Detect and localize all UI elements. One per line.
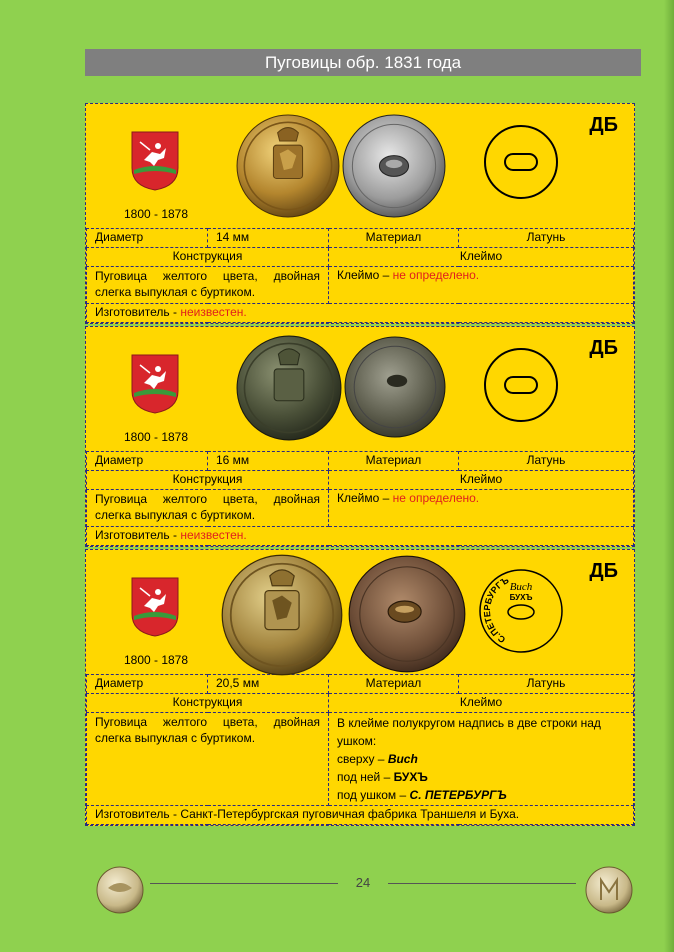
type-badge: ДБ (589, 114, 618, 136)
diameter-label: Диаметр (87, 229, 208, 248)
spec-table (86, 674, 634, 825)
stamp-header: Клеймо (329, 694, 634, 713)
stamp-description (329, 713, 634, 806)
material-value: Латунь (459, 229, 634, 248)
stamp-schematic-icon (478, 568, 564, 654)
button-back-image (348, 554, 466, 674)
construction-header: Конструкция (87, 694, 329, 713)
footer-button-right-icon (585, 866, 633, 914)
stamp-intro: В клейме полукругом надпись в две строки над ушком: (337, 716, 601, 748)
construction-description: Пуговица желтого цвета, двойная слегка выпуклая с буртиком. (87, 490, 329, 527)
button-back-image (342, 114, 446, 218)
diameter-value: 20,5 мм (208, 675, 329, 694)
button-back-image (344, 335, 446, 439)
manufacturer-row (87, 527, 634, 546)
construction-header: Конструкция (87, 248, 329, 267)
stamp-ring-text: С.ПЕТЕРБУРГЪ (481, 574, 511, 645)
spec-table (86, 228, 634, 323)
stamp-line-2: под ней – БУХЪ (337, 770, 428, 784)
construction-description: Пуговица желтого цвета, двойная слегка выпуклая с буртиком. (87, 713, 329, 806)
diameter-value: 16 мм (208, 452, 329, 471)
manufacturer-row: Изготовитель - Санкт-Петербургская пуговичная фабрика Траншеля и Буха. (87, 806, 634, 825)
button-card-3 (85, 549, 635, 826)
manufacturer-label: Изготовитель - (95, 305, 177, 319)
diameter-value: 14 мм (208, 229, 329, 248)
stamp-header: Клеймо (329, 248, 634, 267)
page-title: Пуговицы обр. 1831 года (85, 49, 641, 76)
footer-button-left-icon (96, 866, 144, 914)
stamp-prefix: Клеймо – (337, 491, 390, 505)
stamp-value: не определено. (392, 491, 480, 505)
footer-divider-right (388, 883, 576, 884)
construction-header: Конструкция (87, 471, 329, 490)
coat-of-arms-icon (130, 353, 180, 415)
years-label: 1800 - 1878 (123, 430, 189, 444)
material-value: Латунь (459, 452, 634, 471)
material-value: Латунь (459, 675, 634, 694)
button-front-image (221, 554, 343, 676)
manufacturer-value: неизвестен. (180, 305, 247, 319)
type-badge: ДБ (589, 337, 618, 359)
stamp-header: Клеймо (329, 471, 634, 490)
stamp-description (329, 267, 634, 304)
footer-divider-left (150, 883, 338, 884)
button-front-image (236, 335, 342, 441)
type-badge: ДБ (589, 560, 618, 582)
manufacturer-label: Изготовитель - (95, 528, 177, 542)
years-label: 1800 - 1878 (123, 653, 189, 667)
stamp-value: не определено. (392, 268, 480, 282)
stamp-schematic-icon (483, 347, 559, 423)
button-card-1 (85, 103, 635, 324)
material-label: Материал (329, 229, 459, 248)
years-label: 1800 - 1878 (123, 207, 189, 221)
diameter-label: Диаметр (87, 675, 208, 694)
stamp-mid-text: БУХЪ (509, 593, 533, 602)
stamp-line-1: сверху – Buch (337, 752, 418, 766)
stamp-line-3: под ушком – С. ПЕТЕРБУРГЪ (337, 788, 507, 802)
stamp-prefix: Клеймо – (337, 268, 390, 282)
stamp-top-text: Buch (509, 581, 533, 593)
stamp-schematic-icon (483, 124, 559, 200)
diameter-label: Диаметр (87, 452, 208, 471)
page-edge (664, 0, 674, 952)
manufacturer-row (87, 304, 634, 323)
stamp-description (329, 490, 634, 527)
construction-description: Пуговица желтого цвета, двойная слегка выпуклая с буртиком. (87, 267, 329, 304)
coat-of-arms-icon (130, 576, 180, 638)
button-card-2 (85, 326, 635, 547)
manufacturer-value: неизвестен. (180, 528, 247, 542)
material-label: Материал (329, 675, 459, 694)
spec-table (86, 451, 634, 546)
material-label: Материал (329, 452, 459, 471)
page-number: 24 (355, 875, 371, 890)
button-front-image (236, 114, 340, 218)
coat-of-arms-icon (130, 130, 180, 192)
